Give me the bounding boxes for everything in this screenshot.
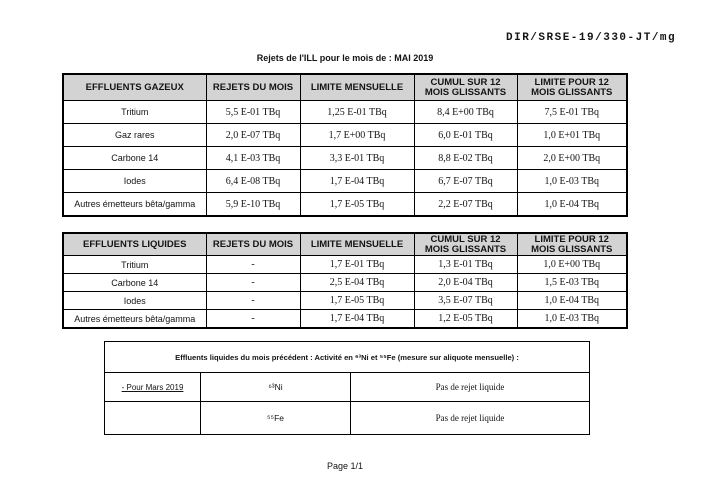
effluent-label: Carbone 14 xyxy=(63,147,206,170)
result-cell: Pas de rejet liquide xyxy=(351,373,590,402)
monthly-limit-cell: 1,7 E-04 TBq xyxy=(300,170,414,193)
effluent-type-header: EFFLUENTS GAZEUX xyxy=(63,74,206,101)
liquid-row-carbone-14 xyxy=(63,274,627,292)
liquid-row-iodes xyxy=(63,292,627,310)
gaseous-header-row xyxy=(63,74,627,101)
rolling-limit-header: LIMITE POUR 12 MOIS GLISSANTS xyxy=(517,74,627,101)
rolling-limit-cell: 1,0 E-04 TBq xyxy=(517,292,627,310)
monthly-limit-cell: 1,7 E-04 TBq xyxy=(300,310,414,329)
gaseous-row-iodes xyxy=(63,170,627,193)
rolling-limit-cell: 1,0 E-03 TBq xyxy=(517,310,627,329)
monthly-limit-header: LIMITE MENSUELLE xyxy=(300,233,414,256)
rolling-limit-cell: 2,0 E+00 TBq xyxy=(517,147,627,170)
document-reference: DIR/SRSE-19/330-JT/mg xyxy=(506,32,677,44)
effluent-label: Carbone 14 xyxy=(63,274,206,292)
rolling-limit-cell: 1,5 E-03 TBq xyxy=(517,274,627,292)
rolling-limit-cell: 1,0 E-03 TBq xyxy=(517,170,627,193)
page-title: Rejets de l'ILL pour le mois de : MAI 2019 xyxy=(256,53,434,63)
monthly-release-cell: 5,5 E-01 TBq xyxy=(206,101,300,124)
effluent-label: Autres émetteurs bêta/gamma xyxy=(63,193,206,217)
previous-month-row-ni63 xyxy=(105,373,590,402)
effluent-label: Tritium xyxy=(63,256,206,274)
liquid-header-row xyxy=(63,233,627,256)
result-cell: Pas de rejet liquide xyxy=(351,402,590,435)
monthly-limit-header: LIMITE MENSUELLE xyxy=(300,74,414,101)
previous-month-row-fe55 xyxy=(105,402,590,435)
monthly-release-header: REJETS DU MOIS xyxy=(206,74,300,101)
previous-month-heading: Effluents liquides du mois précédent : Activité en ⁶³Ni et ⁵⁵Fe (mesure sur aliquote mensuelle) : xyxy=(105,342,590,373)
monthly-limit-cell: 3,3 E-01 TBq xyxy=(300,147,414,170)
isotope-cell: ⁶³Ni xyxy=(201,373,351,402)
monthly-release-cell: - xyxy=(206,274,300,292)
gaseous-row-gaz-rares xyxy=(63,124,627,147)
isotope-cell: ⁵⁵Fe xyxy=(201,402,351,435)
monthly-limit-cell: 1,7 E-05 TBq xyxy=(300,193,414,217)
monthly-release-cell: 5,9 E-10 TBq xyxy=(206,193,300,217)
gaseous-row-tritium xyxy=(63,101,627,124)
monthly-limit-cell: 1,7 E-01 TBq xyxy=(300,256,414,274)
rolling-total-header: CUMUL SUR 12 MOIS GLISSANTS xyxy=(414,74,517,101)
rolling-limit-cell: 1,0 E-04 TBq xyxy=(517,193,627,217)
rolling-total-cell: 1,2 E-05 TBq xyxy=(414,310,517,329)
rolling-total-cell: 8,8 E-02 TBq xyxy=(414,147,517,170)
monthly-limit-cell: 1,7 E+00 TBq xyxy=(300,124,414,147)
monthly-release-cell: - xyxy=(206,310,300,329)
period-label: - Pour Mars 2019 xyxy=(121,382,184,392)
effluent-label: Tritium xyxy=(63,101,206,124)
rolling-total-cell: 1,3 E-01 TBq xyxy=(414,256,517,274)
rolling-total-cell: 6,0 E-01 TBq xyxy=(414,124,517,147)
monthly-limit-cell: 2,5 E-04 TBq xyxy=(300,274,414,292)
rolling-total-cell: 3,5 E-07 TBq xyxy=(414,292,517,310)
period-cell-empty xyxy=(105,402,201,435)
liquid-row-autres-emetteurs xyxy=(63,310,627,329)
rolling-total-cell: 6,7 E-07 TBq xyxy=(414,170,517,193)
previous-month-liquid-box xyxy=(104,341,590,435)
rolling-limit-cell: 1,0 E+00 TBq xyxy=(517,256,627,274)
gaseous-row-autres-emetteurs xyxy=(63,193,627,217)
rolling-total-cell: 2,2 E-07 TBq xyxy=(414,193,517,217)
monthly-release-cell: - xyxy=(206,256,300,274)
rolling-limit-header: LIMITE POUR 12 MOIS GLISSANTS xyxy=(517,233,627,256)
period-cell xyxy=(105,373,201,402)
rolling-limit-cell: 7,5 E-01 TBq xyxy=(517,101,627,124)
monthly-limit-cell: 1,25 E-01 TBq xyxy=(300,101,414,124)
effluent-type-header: EFFLUENTS LIQUIDES xyxy=(63,233,206,256)
rolling-limit-cell: 1,0 E+01 TBq xyxy=(517,124,627,147)
page-number: Page 1/1 xyxy=(326,461,364,471)
monthly-release-cell: 4,1 E-03 TBq xyxy=(206,147,300,170)
liquid-row-tritium xyxy=(63,256,627,274)
previous-month-heading-row xyxy=(105,342,590,373)
rolling-total-header: CUMUL SUR 12 MOIS GLISSANTS xyxy=(414,233,517,256)
liquid-effluents-table xyxy=(62,232,628,329)
gaseous-row-carbone-14 xyxy=(63,147,627,170)
rolling-total-cell: 2,0 E-04 TBq xyxy=(414,274,517,292)
monthly-release-cell: 6,4 E-08 TBq xyxy=(206,170,300,193)
monthly-release-header: REJETS DU MOIS xyxy=(206,233,300,256)
monthly-release-cell: - xyxy=(206,292,300,310)
monthly-release-cell: 2,0 E-07 TBq xyxy=(206,124,300,147)
effluent-label: Autres émetteurs bêta/gamma xyxy=(63,310,206,329)
rolling-total-cell: 8,4 E+00 TBq xyxy=(414,101,517,124)
effluent-label: Iodes xyxy=(63,170,206,193)
effluent-label: Gaz rares xyxy=(63,124,206,147)
monthly-limit-cell: 1,7 E-05 TBq xyxy=(300,292,414,310)
effluent-label: Iodes xyxy=(63,292,206,310)
gaseous-effluents-table xyxy=(62,73,628,217)
